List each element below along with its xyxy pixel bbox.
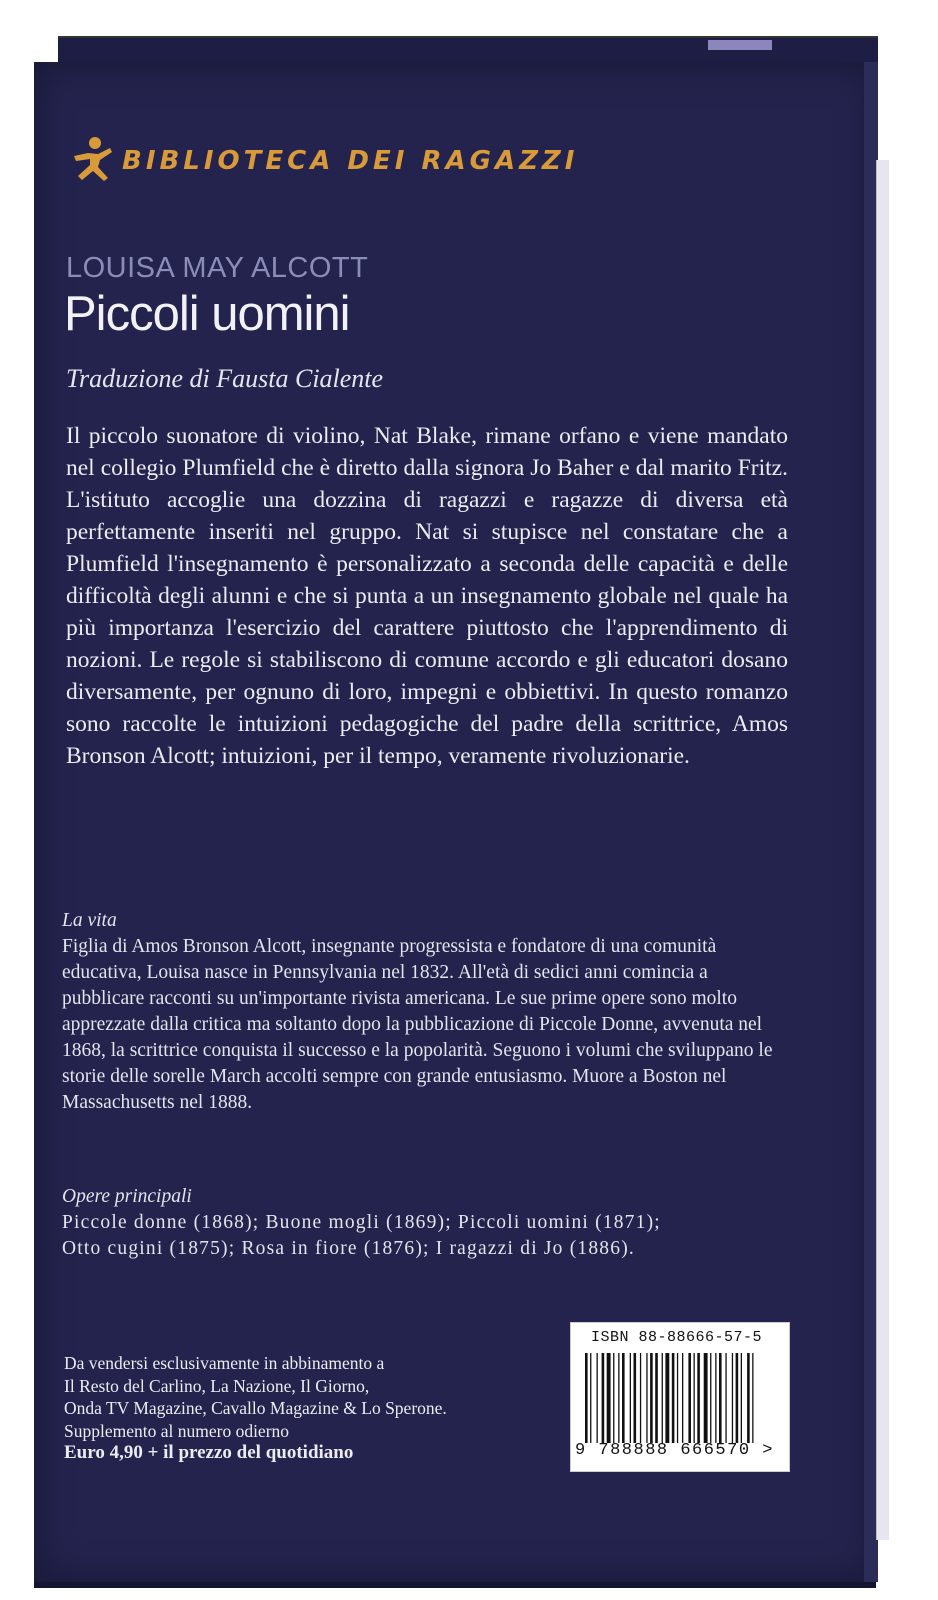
barcode-bar — [650, 1353, 653, 1443]
biography-text: Figlia di Amos Bronson Alcott, insegnante progressista e fondatore di una comunità educativa, Louisa nasce in Pennsylvania nel 1832. All'età di sedici anni comincia a pubblicare racconti su un'importante rivista americana. Le sue prime opere sono molto apprezzate dalla critica ma soltanto dopo la pubblicazione di Piccole Donne, avvenuta nel 1868, la scrittrice conquista il successo e la popolarità. Seguono i volumi che sviluppano le storie delle sorelle March accolti sempre con grande entusiasmo. Muore a Boston nel Massachusetts nel 1888. — [62, 936, 773, 1113]
barcode-bar — [752, 1353, 753, 1443]
barcode-bar — [677, 1353, 678, 1443]
barcode-bar — [590, 1353, 591, 1443]
works-section — [62, 1184, 792, 1262]
sale-line: Onda TV Magazine, Cavallo Magazine & Lo Sperone. — [64, 1398, 447, 1418]
barcode-bar — [662, 1353, 663, 1443]
barcode-bar — [634, 1353, 637, 1443]
barcode-bar — [697, 1353, 700, 1443]
barcode-bar — [715, 1353, 716, 1443]
book-top-strip — [708, 40, 772, 50]
works-line: Otto cugini (1875); Rosa in fiore (1876); I ragazzi di Jo (1886). — [62, 1238, 635, 1259]
works-heading: Opere principali — [62, 1186, 192, 1207]
barcode-bar — [630, 1353, 631, 1443]
barcode-bar — [719, 1353, 722, 1443]
price-line: Euro 4,90 + il prezzo del quotidiano — [64, 1442, 354, 1463]
barcode-label — [570, 1322, 790, 1472]
running-figure-icon — [68, 134, 118, 189]
barcode-bar — [736, 1353, 739, 1443]
barcode-bar — [618, 1353, 619, 1443]
sale-notice — [64, 1352, 447, 1465]
barcode-bar — [741, 1353, 742, 1443]
barcode-bars — [581, 1353, 781, 1443]
barcode-bar — [672, 1353, 675, 1443]
barcode-bar — [725, 1353, 726, 1443]
sale-line: Il Resto del Carlino, La Nazione, Il Giorno, — [64, 1375, 370, 1396]
isbn-text: ISBN 88-88666-57-5 — [591, 1329, 763, 1346]
biography-section — [62, 908, 792, 1116]
barcode-bar — [655, 1353, 658, 1443]
series-logo — [68, 136, 578, 186]
book-title: Piccoli uomini — [64, 287, 350, 341]
sale-line: Supplemento al numero odierno — [64, 1420, 290, 1441]
barcode-bar — [602, 1353, 605, 1443]
author-name: LOUISA MAY ALCOTT — [66, 252, 369, 284]
translator-credit: Traduzione di Fausta Cialente — [66, 364, 384, 393]
barcode-bar — [688, 1353, 691, 1443]
biography-heading: La vita — [62, 910, 117, 931]
barcode-bar — [747, 1353, 750, 1443]
barcode-bar — [710, 1353, 711, 1443]
barcode-bar — [622, 1353, 625, 1443]
barcode-bar — [732, 1353, 733, 1443]
sale-line: Da vendersi esclusivamente in abbinamento a — [64, 1353, 385, 1373]
barcode-bar — [694, 1353, 695, 1443]
barcode-bar — [640, 1353, 641, 1443]
barcode-bar — [597, 1353, 598, 1443]
works-line: Piccole donne (1868); Buone mogli (1869); Piccoli uomini (1871); — [62, 1212, 661, 1233]
barcode-bar — [607, 1353, 611, 1443]
series-name: BIBLIOTECA DEI RAGAZZI — [122, 146, 579, 176]
ean-number: 9 788888 666570 > — [575, 1441, 774, 1460]
book-blurb: Il piccolo suonatore di violino, Nat Blake, rimane orfano e viene mandato nel collegio Plumfield che è diretto dalla signora Jo Baher e dal marito Fritz. L'istituto accoglie una dozzina di ragazzi e ragazze di diversa età perfettamente inseriti nel gruppo. Nat si stupisce nel constatare che a Plumfield l'insegnamento è personalizzato a seconda delle capacità e delle difficoltà degli alunni e che si punta a un insegnamento globale nel quale ha più importanza l'esercizio del carattere piuttosto che l'apprendimento di nozioni. Le regole si stabiliscono di comune accordo e gli educatori dosano diversamente, per ognuno di loro, impegni e obbiettivi. In questo romanzo sono raccolte le intuizioni pedagogiche del padre della scrittrice, Amos Bronson Alcott; intuizioni, per il tempo, veramente rivoluzionarie. — [66, 423, 788, 769]
book-bottom-edge — [34, 1582, 876, 1588]
barcode-bar — [585, 1353, 588, 1443]
barcode-bar — [665, 1353, 669, 1443]
barcode-bar — [704, 1353, 708, 1443]
book-page-edge — [876, 160, 889, 1540]
barcode-bar — [682, 1353, 683, 1443]
barcode-bar — [613, 1353, 614, 1443]
barcode-bar — [646, 1353, 647, 1443]
